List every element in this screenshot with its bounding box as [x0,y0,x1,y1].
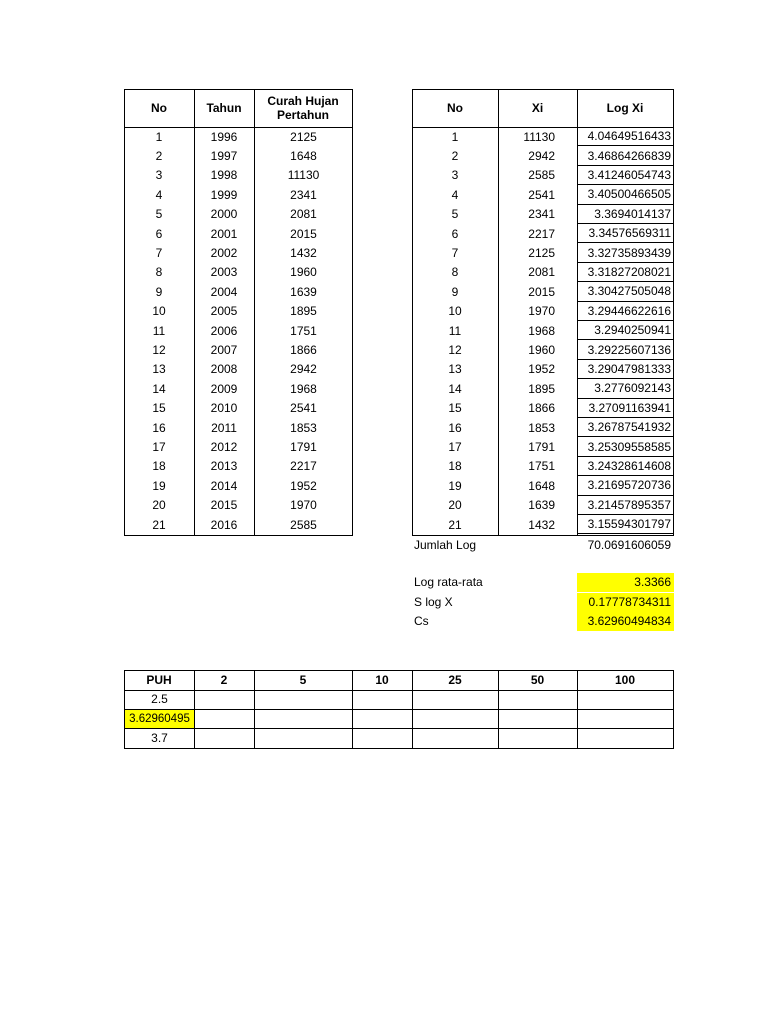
cell-tahun: 1997 [210,149,238,164]
cell-curah-hujan: 1432 [290,246,317,261]
jumlah-log-label: Jumlah Log [414,538,477,552]
cell-no: 5 [451,207,459,222]
cell-curah-hujan: 1791 [290,440,317,455]
cell-xi: 2942 [528,149,555,164]
cell-log-xi: 3.26787541932 [577,418,674,437]
table-row [124,224,353,243]
table-row [124,302,353,321]
cell-xi: 1968 [528,323,555,338]
cell-no: 14 [448,381,462,396]
cell-curah-hujan: 2541 [290,401,317,416]
table-row [124,340,353,359]
cell-tahun: 1998 [210,168,238,183]
cell-no: 7 [451,246,459,261]
cell-no: 4 [451,187,459,202]
cell-log-xi: 3.34576569311 [577,224,674,243]
cell-curah-hujan: 2081 [290,207,317,222]
cell-curah-hujan: 1751 [290,323,317,338]
table-row [412,243,674,262]
cell-tahun: 2004 [210,284,238,299]
puh-row-2-label: 3.62960495 [125,710,194,728]
table-row [412,496,674,515]
cell-xi: 1866 [528,401,555,416]
puh-row-3-label: 3.7 [151,731,168,745]
cell-no: 9 [451,284,459,299]
jumlah-log-value: 70.0691606059 [587,538,671,552]
cell-log-xi: 3.27091163941 [577,399,674,418]
table-row [412,185,674,204]
puh-header-10: 10 [375,672,389,687]
cell-no: 21 [448,517,462,532]
cell-tahun: 2002 [210,246,238,261]
cell-curah-hujan: 2217 [290,459,317,474]
table-row [412,321,674,340]
cell-no: 7 [155,246,163,261]
cell-xi: 11130 [523,129,555,144]
cell-curah-hujan: 2125 [290,129,317,144]
cell-no: 4 [155,187,163,202]
puh-header-50: 50 [530,672,545,687]
table-row [412,515,674,534]
cell-log-xi: 3.21457895357 [577,496,674,515]
cell-xi: 1952 [528,362,555,377]
table-row [124,205,353,224]
cell-no: 1 [451,129,459,144]
table-row [124,321,353,340]
cell-curah-hujan: 1952 [290,478,317,493]
cell-curah-hujan: 2942 [290,362,317,377]
cell-no: 16 [448,420,462,435]
cell-no: 6 [155,226,163,241]
cell-no: 19 [152,478,166,493]
log-rata-rata-value: 3.3366 [577,573,674,592]
cell-xi: 2081 [528,265,555,280]
cell-tahun: 2016 [210,517,238,532]
cell-curah-hujan: 2015 [290,226,317,241]
cs-label: Cs [414,614,429,628]
table-row [124,515,353,534]
cell-xi: 1895 [528,381,555,396]
cell-no: 16 [152,420,166,435]
puh-header-25: 25 [448,672,462,687]
s-log-x-label: S log X [414,595,453,609]
cell-no: 21 [152,517,166,532]
cell-log-xi: 3.30427505048 [577,282,674,301]
header-xi: Xi [531,100,544,115]
cell-no: 10 [448,304,462,319]
cell-no: 13 [152,362,166,377]
table-row [124,418,353,437]
cell-no: 14 [152,381,166,396]
table-row [412,282,674,301]
table-row [412,457,674,476]
table-row [412,166,674,185]
cell-log-xi: 3.2940250941 [577,321,674,340]
cell-log-xi: 3.41246054743 [577,166,674,185]
table-row [124,185,353,204]
puh-header: PUH [146,672,172,687]
cell-no: 15 [448,401,462,416]
table-row [412,205,674,224]
table-rainfall-body [124,127,353,535]
cell-curah-hujan: 2341 [290,187,317,202]
cell-curah-hujan: 2585 [290,517,317,532]
s-log-x-value: 0.17778734311 [577,593,674,612]
table-row [124,166,353,185]
cell-tahun: 2009 [210,381,238,396]
cell-tahun: 2005 [210,304,238,319]
cell-xi: 1751 [528,459,555,474]
cell-xi: 1970 [528,304,555,319]
cell-log-xi: 4.04649516433 [577,127,674,146]
puh-row-1-label: 2.5 [151,692,168,706]
cell-no: 15 [152,401,166,416]
cell-xi: 1648 [528,478,555,493]
table-row [124,379,353,398]
cell-no: 5 [155,207,163,222]
cell-no: 17 [448,440,462,455]
table-row [412,379,674,398]
cell-log-xi: 3.46864266839 [577,146,674,165]
log-rata-rata-label: Log rata-rata [414,575,483,589]
cell-curah-hujan: 1960 [290,265,317,280]
table-row [412,224,674,243]
cell-log-xi: 3.40500466505 [577,185,674,204]
cell-curah-hujan: 1970 [290,498,317,513]
table-row [124,399,353,418]
table-row [412,418,674,437]
cell-no: 20 [448,498,462,513]
cell-log-xi: 3.21695720736 [577,476,674,495]
cell-xi: 2585 [528,168,555,183]
table-row [412,360,674,379]
cell-xi: 1432 [528,517,555,532]
puh-header-2: 2 [220,672,228,687]
table-row [124,146,353,165]
cell-no: 12 [448,343,462,358]
cell-xi: 2125 [528,246,555,261]
puh-header-100: 100 [614,672,636,687]
cell-log-xi: 3.25309558585 [577,437,674,456]
cell-tahun: 2008 [210,362,238,377]
cell-no: 17 [152,440,166,455]
cell-no: 1 [155,129,163,144]
cell-tahun: 2010 [210,401,238,416]
cell-curah-hujan: 1648 [290,149,317,164]
table-row [412,399,674,418]
cell-no: 6 [451,226,459,241]
table-row [412,146,674,165]
table-row [124,360,353,379]
cell-xi: 2541 [528,187,555,202]
cell-tahun: 1996 [210,129,238,144]
cell-log-xi: 3.3694014137 [577,205,674,224]
cell-no: 18 [152,459,166,474]
cell-tahun: 2006 [210,323,238,338]
cell-no: 3 [451,168,459,183]
cell-log-xi: 3.29446622616 [577,302,674,321]
cs-value: 3.62960494834 [577,612,674,631]
table-log-body [412,127,674,535]
cell-tahun: 2007 [210,343,238,358]
table-row [124,263,353,282]
table-row [412,437,674,456]
cell-curah-hujan: 11130 [287,168,320,183]
cell-log-xi: 3.32735893439 [577,243,674,262]
cell-tahun: 2001 [210,226,238,241]
cell-xi: 2015 [528,284,555,299]
cell-log-xi: 3.2776092143 [577,379,674,398]
cell-no: 18 [448,459,462,474]
cell-log-xi: 3.31827208021 [577,263,674,282]
header-log-xi: Log Xi [606,100,644,115]
cell-tahun: 2014 [210,478,238,493]
cell-xi: 2217 [528,226,555,241]
header-no-2: No [447,100,463,115]
cell-no: 3 [155,168,163,183]
table-row [124,457,353,476]
cell-tahun: 2015 [210,498,238,513]
cell-xi: 2341 [528,207,555,222]
cell-log-xi: 3.29047981333 [577,360,674,379]
cell-log-xi: 3.24328614608 [577,457,674,476]
cell-tahun: 2000 [210,207,238,222]
table-row [412,127,674,146]
cell-no: 11 [152,323,166,338]
header-tahun: Tahun [206,100,242,115]
cell-tahun: 2013 [210,459,238,474]
header-curah-hujan: Curah Hujan Pertahun [267,94,339,122]
cell-no: 20 [152,498,166,513]
table-row [124,437,353,456]
table-row [412,302,674,321]
cell-curah-hujan: 1853 [290,420,317,435]
table-row [412,340,674,359]
cell-curah-hujan: 1639 [290,284,317,299]
cell-no: 11 [448,323,462,338]
cell-tahun: 1999 [210,187,238,202]
cell-no: 13 [448,362,462,377]
cell-tahun: 2003 [210,265,238,280]
table-row [124,476,353,495]
cell-xi: 1791 [528,440,555,455]
table-row [124,243,353,262]
table-row [124,282,353,301]
cell-no: 10 [152,304,166,319]
cell-curah-hujan: 1968 [290,381,317,396]
puh-header-5: 5 [299,672,307,687]
cell-xi: 1960 [528,343,555,358]
cell-curah-hujan: 1895 [290,304,317,319]
cell-tahun: 2012 [210,440,238,455]
cell-no: 12 [152,343,166,358]
cell-log-xi: 3.29225607136 [577,340,674,359]
cell-tahun: 2011 [211,420,237,435]
cell-no: 2 [155,149,163,164]
cell-no: 8 [451,265,459,280]
cell-no: 19 [448,478,462,493]
cell-no: 8 [155,265,163,280]
header-no: No [151,100,167,115]
cell-xi: 1853 [528,420,555,435]
table-row [124,127,353,146]
table-row [124,496,353,515]
table-row [412,476,674,495]
cell-no: 2 [451,149,459,164]
cell-curah-hujan: 1866 [290,343,317,358]
cell-log-xi: 3.15594301797 [577,515,674,534]
cell-xi: 1639 [528,498,555,513]
cell-no: 9 [155,284,163,299]
table-row [412,263,674,282]
